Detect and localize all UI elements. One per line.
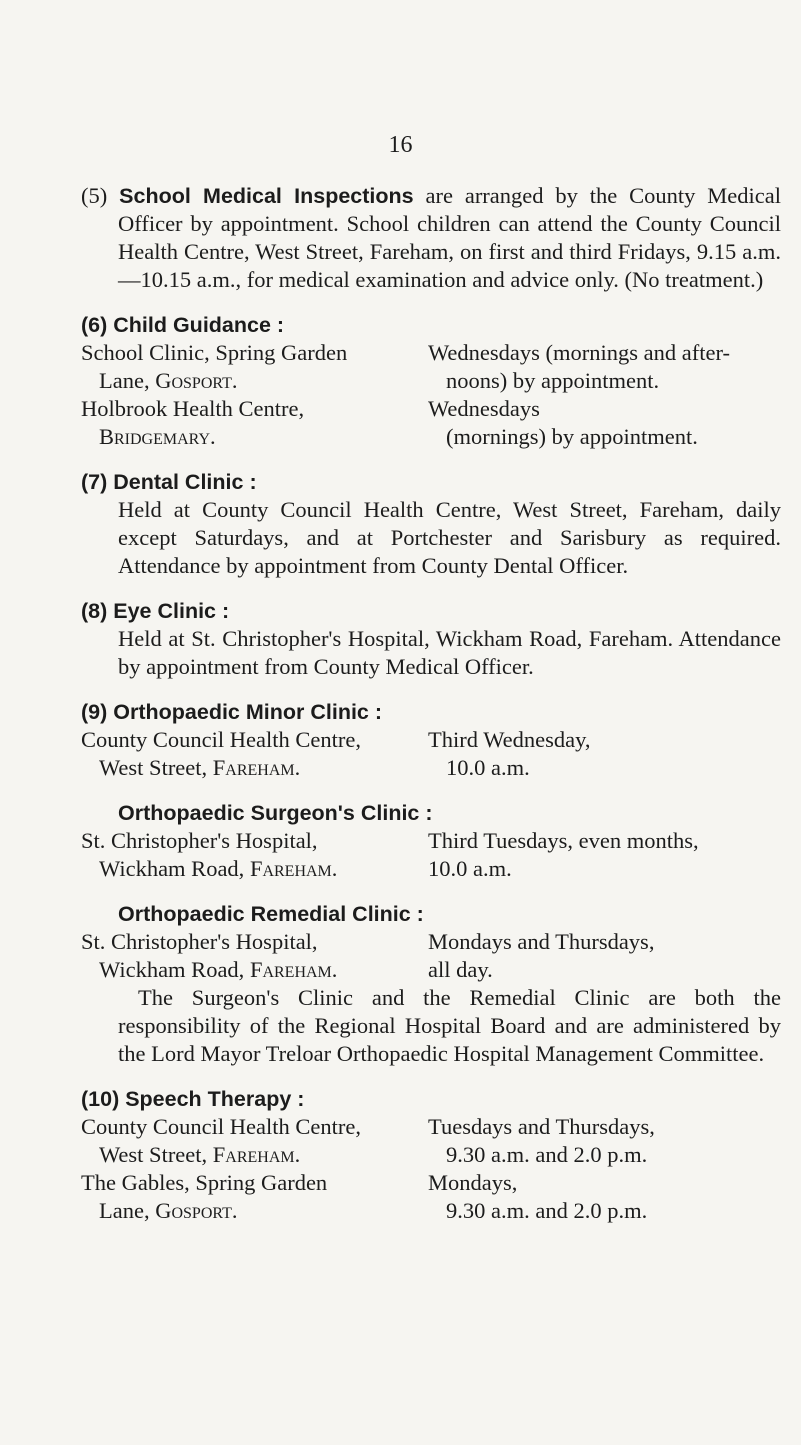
schedule-line-2: 9.30 a.m. and 2.0 p.m. xyxy=(446,1198,648,1223)
location-town: Gosport. xyxy=(155,1198,238,1223)
schedule-line-2: noons) by appointment. xyxy=(446,368,660,393)
location-town: Gosport. xyxy=(155,368,238,393)
section-5 xyxy=(81,182,781,294)
schedule-line-1: Tuesdays and Thursdays, xyxy=(428,1114,655,1139)
location-line-1: Holbrook Health Centre, xyxy=(81,396,305,421)
location-line-2: Lane, xyxy=(99,1198,156,1223)
remedial-clinic-heading: Orthopaedic Remedial Clinic : xyxy=(118,902,424,926)
schedule-line-1: Wednesdays (mornings and after- xyxy=(428,340,731,365)
section-7-text: Held at County Council Health Centre, West Street, Fareham, daily except Saturdays, and at Portchester and Sarisbury as required. Attendance by appointment from County Dental Officer. xyxy=(118,497,781,578)
schedule-line-1: Third Wednesday, xyxy=(428,727,591,752)
schedule-line-1: Third Tuesdays, even months, xyxy=(428,828,699,853)
location-line-1: St. Christopher's Hospital, xyxy=(81,828,318,853)
location-line-2: Lane, xyxy=(99,368,156,393)
child-guidance-row-1 xyxy=(81,339,781,395)
location-town: Fareham. xyxy=(212,1142,301,1167)
location-town: Bridgemary. xyxy=(99,424,216,449)
location-line-2: Wickham Road, xyxy=(99,856,250,881)
surgeon-clinic-heading: Orthopaedic Surgeon's Clinic : xyxy=(118,801,433,825)
schedule-line-1: Mondays and Thursdays, xyxy=(428,929,655,954)
remedial-clinic-row xyxy=(81,928,781,984)
section-8-text: Held at St. Christopher's Hospital, Wickham Road, Fareham. Attendance by appointment from County Medical Officer. xyxy=(118,626,781,679)
location-line-1: The Gables, Spring Garden xyxy=(81,1170,328,1195)
page-content xyxy=(81,182,781,1225)
location-line-2: West Street, xyxy=(99,755,213,780)
location-line-2: West Street, xyxy=(99,1142,213,1167)
location-line-1: School Clinic, Spring Garden xyxy=(81,340,348,365)
speech-therapy-row-1 xyxy=(81,1113,781,1169)
location-town: Fareham. xyxy=(212,755,301,780)
section-6-heading: (6) Child Guidance : xyxy=(81,313,285,337)
schedule-line-1: Wednesdays xyxy=(428,396,540,421)
schedule-line-2: 9.30 a.m. and 2.0 p.m. xyxy=(446,1142,648,1167)
location-town: Fareham. xyxy=(249,856,338,881)
schedule-line-2: (mornings) by appointment. xyxy=(446,424,698,449)
location-line-1: St. Christopher's Hospital, xyxy=(81,929,318,954)
location-line-1: County Council Health Centre, xyxy=(81,1114,361,1139)
section-8-heading: (8) Eye Clinic : xyxy=(81,599,230,623)
page-number: 16 xyxy=(388,132,413,158)
child-guidance-row-2 xyxy=(81,395,781,451)
schedule-line-2: 10.0 a.m. xyxy=(446,755,530,780)
location-line-1: County Council Health Centre, xyxy=(81,727,361,752)
section-5-text: are arranged by the County Medical Officer by appointment. School children can attend the County Council Health Centre, West Street, Fareham, on first and third Fridays, 9.15 a.m.—10.15 a.m., for medical examination and advice only. (No treatment.) xyxy=(118,183,782,292)
section-5-title: School Medical Inspections xyxy=(119,184,414,208)
section-7-heading: (7) Dental Clinic : xyxy=(81,470,257,494)
schedule-line-2: all day. xyxy=(428,957,493,982)
section-9-heading: (9) Orthopaedic Minor Clinic : xyxy=(81,700,383,724)
speech-therapy-row-2 xyxy=(81,1169,781,1225)
schedule-line-1: Mondays, xyxy=(428,1170,518,1195)
section-5-number: (5) xyxy=(81,183,108,208)
location-line-2: Wickham Road, xyxy=(99,957,250,982)
orthopaedic-note: The Surgeon's Clinic and the Remedial Clinic are both the responsibility of the Regional Hospital Board and are administered by the Lord Mayor Treloar Orthopaedic Hospital Management Committee. xyxy=(118,985,781,1066)
section-10-heading: (10) Speech Therapy : xyxy=(81,1087,305,1111)
location-town: Fareham. xyxy=(249,957,338,982)
schedule-line-2: 10.0 a.m. xyxy=(428,856,512,881)
surgeon-clinic-row xyxy=(81,827,781,883)
orthopaedic-minor-row xyxy=(81,726,781,782)
